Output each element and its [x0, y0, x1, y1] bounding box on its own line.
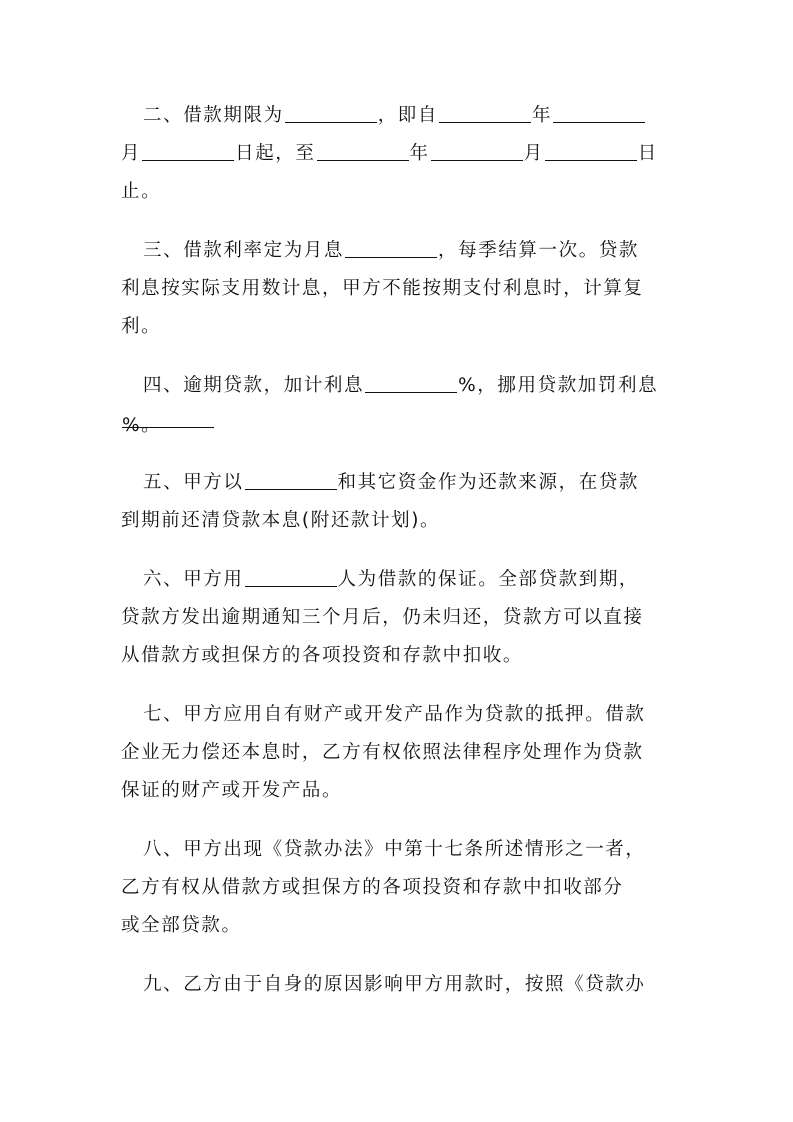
clause-text: 月 — [523, 143, 544, 164]
contract-clause-6 — [121, 561, 674, 675]
fill-in-blank[interactable] — [285, 102, 377, 123]
clause-text: 或全部贷款。 — [121, 915, 242, 936]
clause-text: 人为借款的保证。全部贷款到期， — [337, 569, 640, 590]
clause-line — [121, 173, 674, 211]
clause-text: 日起，至 — [235, 143, 316, 164]
clause-text: 止。 — [121, 181, 162, 202]
clause-line — [121, 561, 674, 599]
clause-text: 利息按实际支用数计息，甲方不能按期支付利息时，计算复 — [121, 278, 644, 299]
clause-line — [121, 966, 674, 1004]
clause-text: 八、甲方出现《贷款办法》中第十七条所述情形之一者， — [143, 839, 646, 860]
fill-in-blank[interactable] — [365, 372, 457, 393]
contract-clause-8 — [121, 831, 674, 945]
clause-text: %，挪用贷款加罚利息 — [458, 375, 659, 396]
clause-text: 九、乙方由于自身的原因影响甲方用款时，按照《贷款办 — [143, 974, 646, 995]
contract-clause-9 — [121, 966, 674, 1004]
fill-in-blank[interactable] — [317, 140, 409, 161]
clause-text: 保证的财产或开发产品。 — [121, 780, 343, 801]
clause-line — [121, 772, 674, 810]
clause-line — [121, 308, 674, 346]
clause-line — [121, 696, 674, 734]
clause-line — [121, 502, 674, 540]
fill-in-blank[interactable] — [245, 566, 337, 587]
clause-text: 二、借款期限为 — [143, 105, 284, 126]
fill-in-blank[interactable] — [142, 140, 234, 161]
clause-line — [121, 907, 674, 945]
clause-line — [121, 831, 674, 869]
contract-clause-3 — [121, 232, 674, 346]
clause-text: 年 — [409, 143, 430, 164]
clause-text: 五、甲方以 — [143, 472, 244, 493]
clause-text: 和其它资金作为还款来源，在贷款 — [337, 472, 640, 493]
clause-text: 利。 — [121, 316, 162, 337]
clause-line — [121, 270, 674, 308]
clause-text: 四、逾期贷款，加计利息 — [143, 375, 365, 396]
clause-line — [121, 869, 674, 907]
clause-text: 三、借款利率定为月息 — [143, 240, 345, 261]
contract-clause-7 — [121, 696, 674, 810]
fill-in-blank[interactable] — [553, 102, 645, 123]
clause-line — [121, 637, 674, 675]
contract-clause-2 — [121, 97, 674, 211]
clause-text: 企业无力偿还本息时，乙方有权依照法律程序处理作为贷款 — [121, 742, 644, 763]
clause-line — [121, 232, 674, 270]
clause-text: 到期前还清贷款本息(附还款计划)。 — [121, 510, 441, 531]
fill-in-blank[interactable] — [431, 140, 523, 161]
contract-clause-5 — [121, 464, 674, 540]
fill-in-blank[interactable] — [439, 102, 531, 123]
fill-in-blank[interactable] — [245, 469, 337, 490]
clause-line — [121, 367, 674, 405]
clause-text: 年 — [532, 105, 553, 126]
clause-line — [121, 97, 674, 135]
fill-in-blank[interactable]: %。 — [122, 407, 214, 428]
clause-text: 七、甲方应用自有财产或开发产品作为贷款的抵押。借款 — [143, 704, 646, 725]
clause-line — [121, 405, 674, 443]
clause-text: 月 — [121, 143, 142, 164]
fill-in-blank[interactable] — [545, 140, 637, 161]
clause-line — [121, 464, 674, 502]
contract-clause-4 — [121, 367, 674, 443]
clause-line — [121, 734, 674, 772]
clause-text: 日 — [637, 143, 658, 164]
contract-page — [121, 97, 674, 1025]
clause-line — [121, 135, 674, 173]
clause-line — [121, 599, 674, 637]
clause-text: ，即自 — [377, 105, 439, 126]
clause-text: 六、甲方用 — [143, 569, 244, 590]
clause-text: ，每季结算一次。贷款 — [438, 240, 640, 261]
fill-in-blank[interactable] — [345, 237, 437, 258]
clause-text: 从借款方或担保方的各项投资和存款中扣收。 — [121, 645, 524, 666]
clause-text: 乙方有权从借款方或担保方的各项投资和存款中扣收部分 — [121, 877, 624, 898]
clause-text: 贷款方发出逾期通知三个月后，仍未归还，贷款方可以直接 — [121, 607, 644, 628]
